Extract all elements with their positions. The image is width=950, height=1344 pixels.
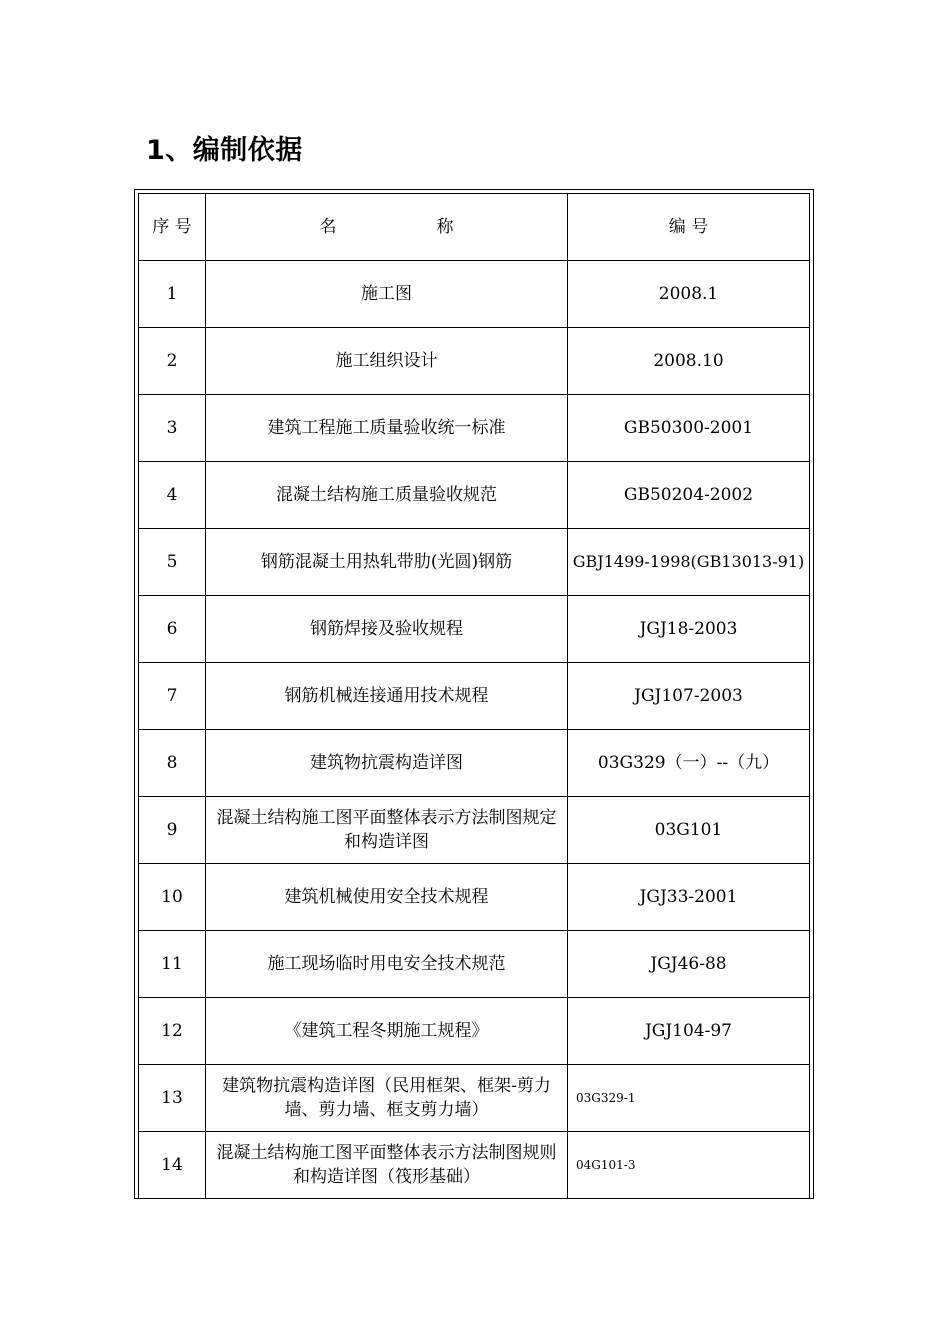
row-no: 5 bbox=[139, 529, 206, 596]
row-no: 12 bbox=[139, 998, 206, 1065]
table-row bbox=[139, 462, 810, 529]
row-code: 03G329（一）--（九） bbox=[568, 730, 810, 797]
table-row bbox=[139, 663, 810, 730]
table-row bbox=[139, 261, 810, 328]
row-code: JGJ107-2003 bbox=[568, 663, 810, 730]
row-no: 2 bbox=[139, 328, 206, 395]
row-no: 1 bbox=[139, 261, 206, 328]
table-row bbox=[139, 864, 810, 931]
table-row bbox=[139, 1132, 810, 1199]
row-name: 建筑物抗震构造详图 bbox=[206, 730, 568, 797]
row-code: JGJ33-2001 bbox=[568, 864, 810, 931]
table-row bbox=[139, 328, 810, 395]
row-code: 03G329-1 bbox=[568, 1065, 810, 1132]
row-no: 6 bbox=[139, 596, 206, 663]
page-title: 1、编制依据 bbox=[146, 135, 303, 166]
table-row bbox=[139, 797, 810, 864]
row-no: 14 bbox=[139, 1132, 206, 1199]
row-code: JGJ104-97 bbox=[568, 998, 810, 1065]
row-no: 4 bbox=[139, 462, 206, 529]
row-name: 建筑机械使用安全技术规程 bbox=[206, 864, 568, 931]
row-name: 施工组织设计 bbox=[206, 328, 568, 395]
row-name: 钢筋焊接及验收规程 bbox=[206, 596, 568, 663]
row-code: 04G101-3 bbox=[568, 1132, 810, 1199]
table-row bbox=[139, 931, 810, 998]
row-code: GB50300-2001 bbox=[568, 395, 810, 462]
header-name bbox=[206, 194, 568, 261]
row-code: GB50204-2002 bbox=[568, 462, 810, 529]
basis-table bbox=[138, 193, 810, 1199]
row-no: 10 bbox=[139, 864, 206, 931]
table-row bbox=[139, 998, 810, 1065]
header-name-left: 名 bbox=[319, 217, 337, 237]
row-no: 9 bbox=[139, 797, 206, 864]
row-no: 7 bbox=[139, 663, 206, 730]
row-no: 8 bbox=[139, 730, 206, 797]
row-code: 2008.10 bbox=[568, 328, 810, 395]
row-name: 《建筑工程冬期施工规程》 bbox=[206, 998, 568, 1065]
row-code: JGJ46-88 bbox=[568, 931, 810, 998]
table-row bbox=[139, 529, 810, 596]
header-name-right: 称 bbox=[436, 217, 454, 237]
basis-table-frame bbox=[134, 189, 814, 1199]
row-name: 钢筋混凝土用热轧带肋(光圆)钢筋 bbox=[206, 529, 568, 596]
header-no: 序 号 bbox=[139, 194, 206, 261]
row-name: 混凝土结构施工质量验收规范 bbox=[206, 462, 568, 529]
row-code: 03G101 bbox=[568, 797, 810, 864]
row-no: 13 bbox=[139, 1065, 206, 1132]
row-code: JGJ18-2003 bbox=[568, 596, 810, 663]
row-no: 11 bbox=[139, 931, 206, 998]
row-name: 施工现场临时用电安全技术规范 bbox=[206, 931, 568, 998]
header-code: 编 号 bbox=[568, 194, 810, 261]
row-name: 建筑工程施工质量验收统一标准 bbox=[206, 395, 568, 462]
row-name: 施工图 bbox=[206, 261, 568, 328]
row-code: 2008.1 bbox=[568, 261, 810, 328]
table-header-row bbox=[139, 194, 810, 261]
row-name: 混凝土结构施工图平面整体表示方法制图规定和构造详图 bbox=[206, 797, 568, 864]
row-name: 建筑物抗震构造详图（民用框架、框架-剪力墙、剪力墙、框支剪力墙） bbox=[206, 1065, 568, 1132]
table-row bbox=[139, 395, 810, 462]
row-name: 混凝土结构施工图平面整体表示方法制图规则和构造详图（筏形基础） bbox=[206, 1132, 568, 1199]
table-row bbox=[139, 730, 810, 797]
row-name: 钢筋机械连接通用技术规程 bbox=[206, 663, 568, 730]
row-no: 3 bbox=[139, 395, 206, 462]
table-row bbox=[139, 1065, 810, 1132]
table-row bbox=[139, 596, 810, 663]
row-code: GBJ1499-1998(GB13013-91) bbox=[568, 529, 810, 596]
